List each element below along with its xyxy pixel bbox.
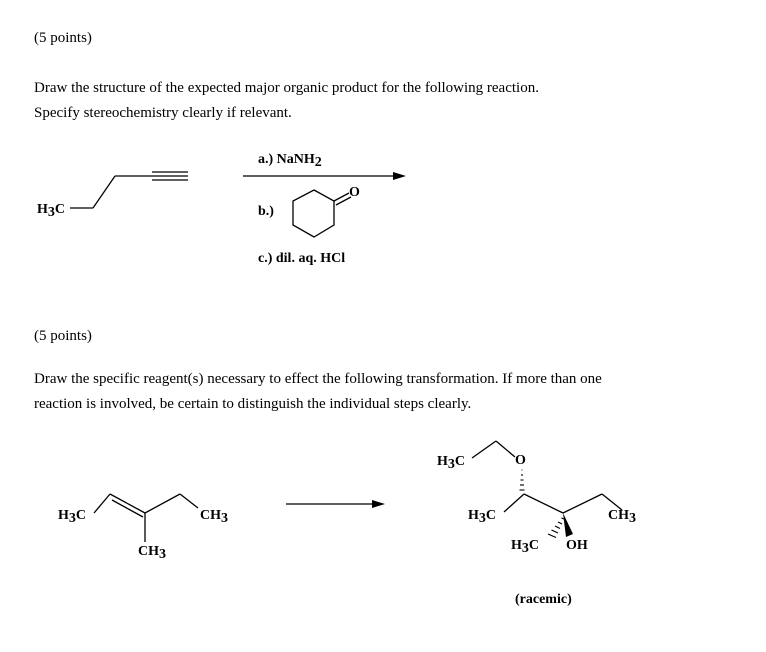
- q2-sm-h3c-label: H3C: [58, 508, 87, 526]
- hashed-bond-o: [520, 470, 525, 490]
- q1-reagent-b: b.): [258, 204, 274, 219]
- q1-reagent-c: c.) dil. aq. HCl: [258, 251, 346, 266]
- q2-prod-h3c-top-label: H3C: [437, 454, 466, 472]
- q1-reagent-a: a.) NaNH2: [258, 152, 322, 170]
- q2-prod-oh-label: OH: [566, 538, 588, 553]
- q2-instruction-line1: Draw the specific reagent(s) necessary to effect the following transformation. If more than one: [34, 371, 602, 387]
- q1-starting-alkyne: [70, 172, 188, 208]
- q1-instruction-line1: Draw the structure of the expected major organic product for the following reaction.: [34, 80, 539, 96]
- q2-prod-h3c-bottom-label: H3C: [511, 538, 540, 556]
- q2-prod-h3c-left-label: H3C: [468, 508, 497, 526]
- q2-transformation-arrow: [286, 500, 385, 508]
- q2-sm-ch3-bottom-label: CH3: [138, 544, 166, 562]
- q2-prod-oxygen-label: O: [515, 453, 526, 468]
- hashed-bond-methyl: [548, 518, 564, 538]
- q1-points: (5 points): [34, 30, 92, 46]
- q1-h3c-label: H3C: [37, 202, 66, 220]
- q1-reaction-arrow: [243, 172, 406, 180]
- q2-instruction-line2: reaction is involved, be certain to distinguish the individual steps clearly.: [34, 396, 472, 412]
- wedge-bond-oh: [563, 513, 573, 537]
- q1-instruction-line2: Specify stereochemistry clearly if relevant.: [34, 105, 292, 121]
- q2-sm-ch3-right-label: CH3: [200, 508, 228, 526]
- racemic-label: (racemic): [515, 592, 572, 607]
- ketone-oxygen-label: O: [349, 185, 360, 200]
- cyclohexanone-structure: [293, 190, 351, 237]
- q2-starting-alkene: [94, 494, 198, 542]
- q2-prod-ch3-right-label: CH3: [608, 508, 636, 526]
- q2-points: (5 points): [34, 328, 92, 344]
- q2-product-structure: [472, 441, 622, 513]
